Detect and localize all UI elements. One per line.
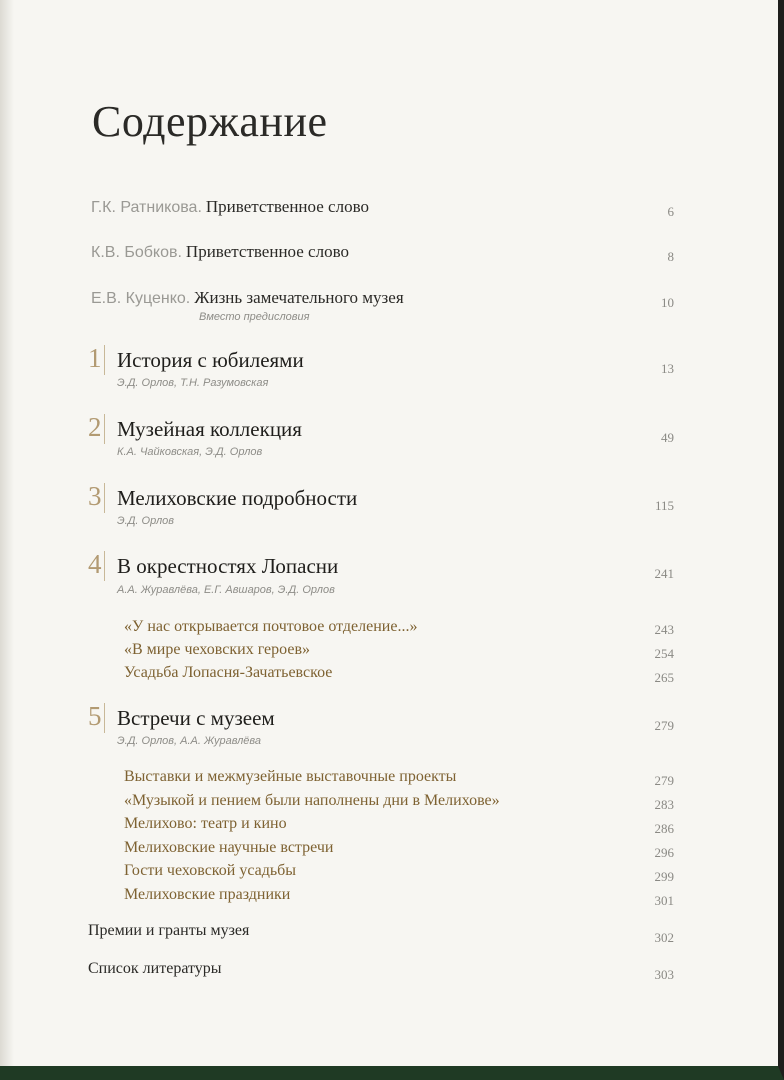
intro-work: Приветственное слово — [185, 242, 349, 261]
toc-intro-entry — [91, 242, 349, 262]
chapter-number: 2 — [88, 412, 102, 442]
chapter-title: История с юбилеями — [117, 348, 304, 372]
appendix-title: Список литературы — [88, 960, 222, 977]
page-number: 115 — [654, 498, 674, 513]
page-number: 286 — [654, 821, 674, 836]
section-title: Усадьба Лопасня-Зачатьевское — [124, 664, 333, 681]
chapter-authors: Э.Д. Орлов, А.А. Журавлёва — [117, 735, 262, 747]
chapter-divider — [104, 345, 105, 375]
toc-intro-entry — [91, 288, 404, 308]
page-number: 265 — [654, 670, 674, 685]
section-title: «Музыкой и пением были наполнены дни в Мелихове» — [124, 792, 500, 809]
page-number: 10 — [661, 295, 674, 310]
chapter-divider — [104, 483, 105, 513]
section-title: Мелиховские праздники — [124, 886, 291, 903]
page-number: 296 — [654, 845, 674, 860]
page-number: 13 — [661, 361, 674, 376]
section-title: Выставки и межмузейные выставочные проекты — [124, 768, 457, 785]
page-number: 302 — [654, 930, 674, 945]
page-number: 8 — [667, 249, 674, 264]
chapter-divider — [104, 551, 105, 581]
chapter-number: 1 — [88, 343, 102, 373]
page-number: 299 — [654, 869, 674, 884]
page-number: 6 — [667, 204, 674, 219]
chapter-title: В окрестностях Лопасни — [117, 554, 339, 578]
page-number: 254 — [654, 646, 674, 661]
chapter-title: Музейная коллекция — [117, 417, 302, 441]
page-number: 283 — [654, 797, 674, 812]
chapter-authors: К.А. Чайковская, Э.Д. Орлов — [117, 446, 263, 458]
intro-author: К.В. Бобков. — [91, 244, 182, 261]
page-number: 301 — [654, 893, 674, 908]
intro-author: Г.К. Ратникова. — [91, 199, 202, 216]
intro-author: Е.В. Куценко. — [91, 290, 191, 307]
page-number: 241 — [654, 566, 674, 581]
page-number: 279 — [654, 718, 674, 733]
chapter-number: 5 — [88, 701, 102, 731]
chapter-authors: Э.Д. Орлов — [117, 515, 175, 527]
page-number: 49 — [661, 430, 674, 445]
intro-note: Вместо предисловия — [199, 311, 310, 323]
section-title: «В мире чеховских героев» — [124, 641, 310, 658]
chapter-divider — [104, 414, 105, 444]
chapter-authors: Э.Д. Орлов, Т.Н. Разумовская — [117, 377, 269, 389]
page-title: Содержание — [92, 97, 328, 146]
chapter-title: Встречи с музеем — [117, 706, 275, 730]
chapter-divider — [104, 703, 105, 733]
toc-intro-entry — [91, 197, 369, 217]
section-title: Гости чеховской усадьбы — [124, 862, 297, 879]
chapter-title: Мелиховские подробности — [117, 486, 358, 510]
page-number: 279 — [654, 773, 674, 788]
section-title: Мелихово: театр и кино — [124, 815, 287, 832]
section-title: «У нас открывается почтовое отделение...» — [124, 618, 418, 635]
page-number: 243 — [654, 622, 674, 637]
chapter-number: 4 — [88, 549, 102, 579]
page-number: 303 — [654, 967, 674, 982]
chapter-number: 3 — [88, 481, 102, 511]
section-title: Мелиховские научные встречи — [124, 839, 334, 856]
chapter-authors: А.А. Журавлёва, Е.Г. Авшаров, Э.Д. Орлов — [117, 584, 335, 596]
intro-work: Жизнь замечательного музея — [194, 288, 404, 307]
appendix-title: Премии и гранты музея — [88, 922, 250, 939]
intro-work: Приветственное слово — [205, 197, 369, 216]
